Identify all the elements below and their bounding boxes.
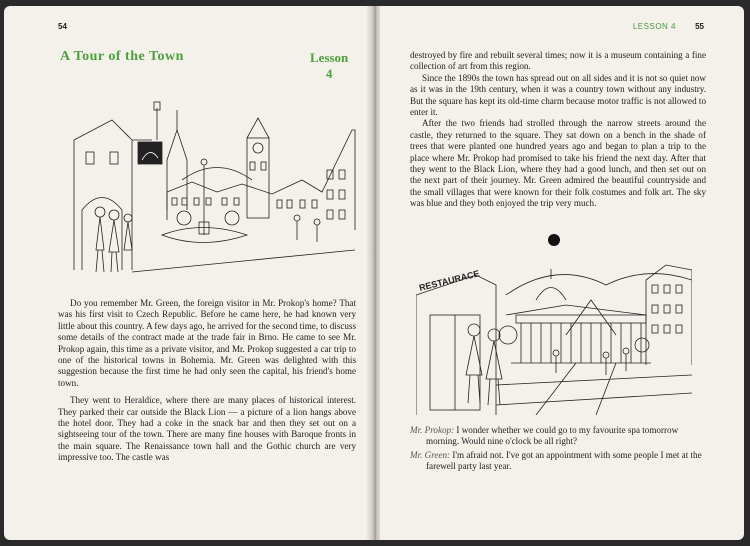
dialogue-text: I'm afraid not. I've got an appointment with some people I met at the farewell party last year. xyxy=(426,449,702,472)
restaurant-sign: RESTAURACE xyxy=(418,268,481,293)
dialogue-text: I wonder whether we could go to my favourite spa tomorrow morning. Would nine o'clock be all right? xyxy=(426,425,679,447)
left-page-number: 54 xyxy=(58,22,67,31)
dialogue-line xyxy=(410,450,710,473)
left-page-body xyxy=(58,298,356,464)
paragraph: They went to Heraldice, where there are many places of historical interest. They parked their car outside the Black Lion — a picture of a lion hangs above the hotel door. They had a coke in the snack bar and then they set out on a sightseeing tour of the town. There are many fine houses with Baroque fronts in the main square. The Renaissance town hall and the Gothic church are very impressive too. The castle was xyxy=(58,395,356,463)
spa-restaurant-illustration xyxy=(416,255,692,415)
lesson-title: A Tour of the Town xyxy=(60,49,184,64)
right-page-body xyxy=(410,50,706,210)
dialogue xyxy=(410,425,710,475)
paragraph: destroyed by fire and rebuilt several times; now it is a museum containing a fine collection of art from this region. xyxy=(410,50,706,72)
paragraph: After the two friends had strolled through the narrow streets around the castle, they returned to the square. They sat down on a bench in the shade of trees that were planted one hundred years ago and began to plan a trip to the place where Mr. Prokop had promised to take his friend the next day. After that they went to the Black Lion, where they had a good lunch, and then set out on the next part of their journey. Mr. Green admired the beautiful countryside and the small villages that were known for their folk costumes and folk art. The sky was blue and they both enjoyed the trip very much. xyxy=(410,118,706,209)
paragraph: Since the 1890s the town has spread out on all sides and it is not so quiet now as it was in the 19th century, when it was a country town without any industry. But the square has kept its old-time charm because motor traffic is not allowed to enter it. xyxy=(410,72,706,118)
section-bullet-icon xyxy=(548,234,560,246)
lesson-word: Lesson xyxy=(310,50,349,65)
dialogue-line xyxy=(410,425,710,448)
lesson-label xyxy=(310,50,348,82)
running-header: LESSON 4 xyxy=(632,22,676,31)
speaker-name: Mr. Green: xyxy=(410,449,451,460)
paragraph: Do you remember Mr. Green, the foreign visitor in Mr. Prokop's home? That was his first visit to Czech Republic. Before he came here, he had known very little about this country. A few days ago, he arrived for the second time, to discuss some details of the contract made at the trade fair in Brno. He came to see Mr. Prokop again, this time as a private visitor, and Mr. Prokop suggested a car trip to one of the historical towns in Bohemia. Mr. Green was delighted with this suggestion because the first time he had only seen the capital, his friend's home town. xyxy=(58,298,356,388)
town-square-illustration xyxy=(72,100,357,280)
right-page-number: 55 xyxy=(695,22,704,31)
lesson-number: 4 xyxy=(325,66,333,81)
speaker-name: Mr. Prokop: xyxy=(410,425,455,435)
